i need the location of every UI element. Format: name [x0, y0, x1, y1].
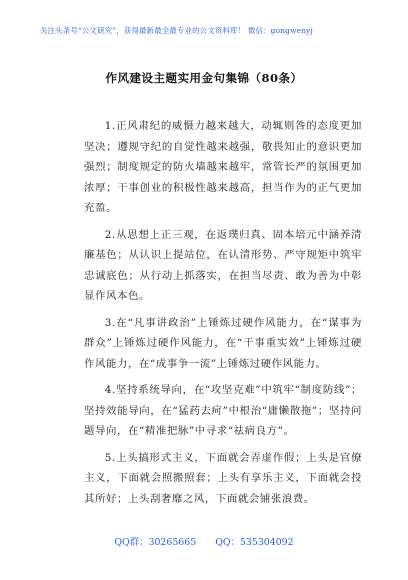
- paragraph-3: 3.在“凡事讲政治”上锤炼过硬作风能力，在“谋事为群众”上锤炼过硬作风能力，在“干事重实效”上锤炼过硬作风能力，在“成事争一流”上锤炼过硬作风能力。: [84, 316, 362, 370]
- document-body: [84, 116, 362, 515]
- paragraph-4: 4.坚持系统导向，在“攻坚克难”中筑牢“制度防线”；坚持效能导向，在“猛药去疴”中根治“庸懒散拖”；坚持问题导向，在“精准把脉”中寻求“祛病良方”。: [84, 384, 362, 437]
- document-title: 作风建设主题实用金句集锦（80条）: [105, 71, 303, 85]
- paragraph-5: 5.上头搞形式主义，下面就会弄虚作假；上头是官僚主义，下面就会照搬照套；上头有享乐主义，下面就会投其所好；上头刮奢靡之风，下面就会铺张浪费。: [84, 451, 362, 505]
- header-promo-note: 关注头条号“公文研究”，获得最新最全最专业的公文资料库！ 微信：gongwenyj: [40, 26, 314, 35]
- footer-qq-group: QQ群：30265665: [114, 537, 197, 548]
- footer-contact: [0, 534, 408, 548]
- paragraph-1: 1.正风肃纪的威慑力越来越大，动辄则咎的态度更加坚决；遵规守纪的自觉性越来越强，敬畏知止的意识更加强烈；制度规定的防火墙越来越牢，常管长严的氛围更加浓厚；干事创业的积极性越来越高，担当作为的正气更加充盈。: [84, 120, 362, 214]
- footer-qq: QQ：535304092: [215, 537, 294, 548]
- paragraph-2: 2.从思想上正三观，在返璞归真、固本培元中涵养清廉基色；从认识上提站位，在认清形势、严守规矩中筑牢忠诚底色；从行动上抓落实，在担当尽责、敢为善为中彰显作风本色。: [84, 228, 362, 302]
